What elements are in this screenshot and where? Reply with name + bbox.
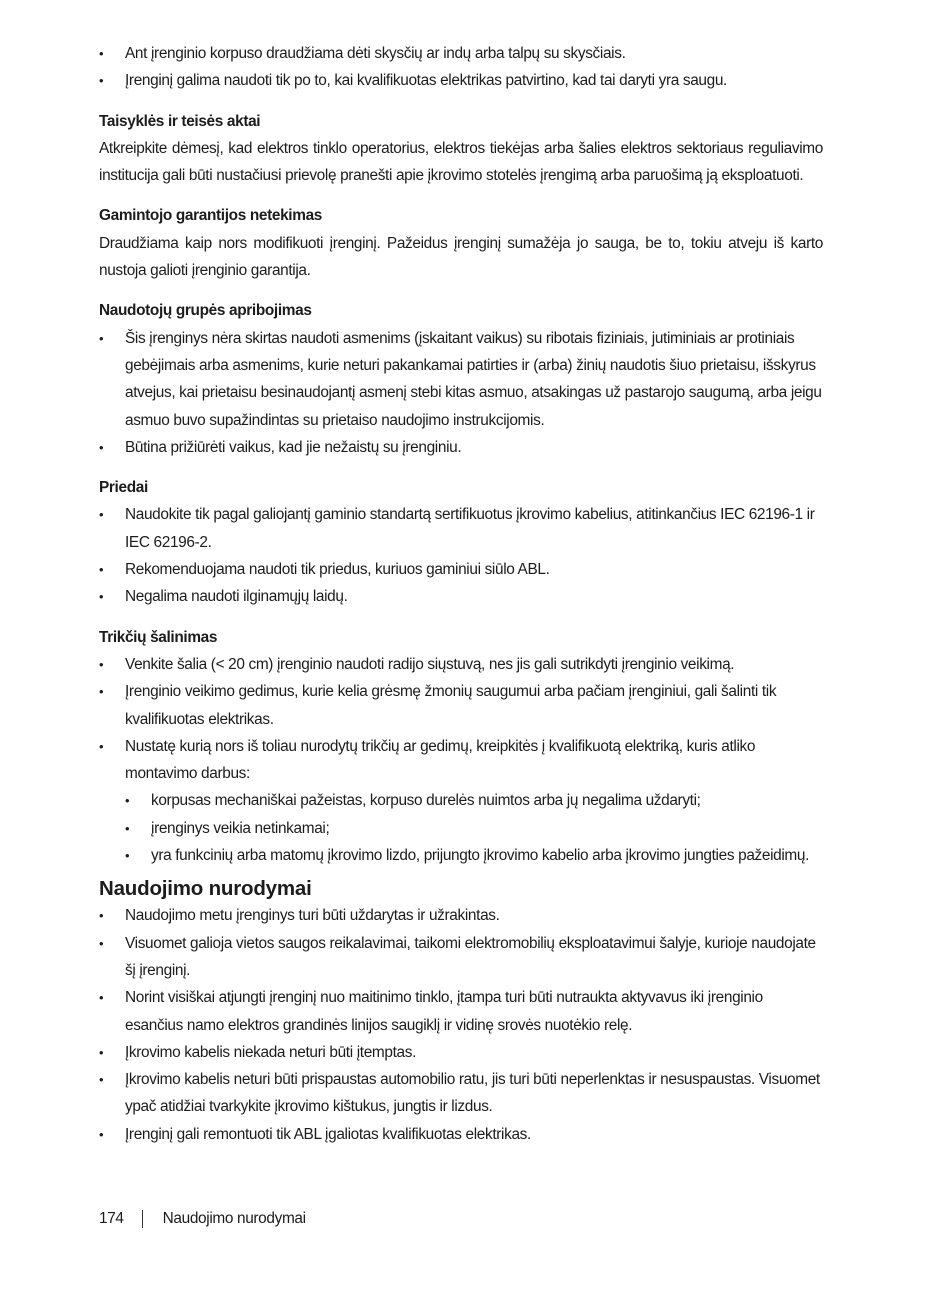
list-item: • Įrenginio veikimo gedimus, kurie kelia grėsmę žmonių saugumui arba pačiam įrenginiui, gali šalinti tik kvalifikuotas elektrikas. (99, 678, 823, 733)
list-item: • Naudojimo metu įrenginys turi būti uždarytas ir užrakintas. (99, 902, 823, 929)
section-heading-warranty: Gamintojo garantijos netekimas (99, 207, 322, 225)
footer-divider (142, 1210, 143, 1228)
section-heading-rules: Taisyklės ir teisės aktai (99, 112, 261, 130)
page-number: 174 (99, 1210, 124, 1227)
list-item (99, 733, 823, 869)
section-heading-troubleshooting: Trikčių šalinimas (99, 628, 218, 646)
document-page (99, 40, 823, 1148)
sublist-item: • korpusas mechaniškai pažeistas, korpuso durelės nuimtos arba jų negalima uždaryti; (125, 787, 823, 814)
accessories-list (99, 501, 823, 610)
section-heading-accessories: Priedai (99, 479, 148, 497)
page-footer (99, 1205, 306, 1232)
list-item: • Įrenginį galima naudoti tik po to, kai kvalifikuotas elektrikas patvirtino, kad tai daryti yra saugu. (99, 67, 823, 94)
list-item: • Venkite šalia (< 20 cm) įrenginio naudoti radijo siųstuvą, nes jis gali sutrikdyti įrenginio veikimą. (99, 651, 823, 678)
footer-section-title: Naudojimo nurodymai (162, 1210, 306, 1227)
list-item: • Norint visiškai atjungti įrenginį nuo maitinimo tinklo, įtampa turi būti nutraukta aktyvavus iki įrenginio esančius namo elektros grandinės linijos saugiklį ir vidinę srovės nuotėkio relę. (99, 984, 823, 1039)
section-heading-user-groups: Naudotojų grupės apribojimas (99, 302, 312, 320)
sublist-item: • įrenginys veikia netinkamai; (125, 815, 823, 842)
warranty-paragraph: Draudžiama kaip nors modifikuoti įrenginį. Pažeidus įrenginį sumažėja jo sauga, be to, tokiu atveju iš karto nustoja galioti įrenginio garantija. (99, 234, 823, 280)
user-groups-list (99, 325, 823, 461)
list-item: • Įkrovimo kabelis neturi būti prispaustas automobilio ratu, jis turi būti neperlenktas ir nesuspaustas. Visuomet ypač atidžiai tvarkykite įkrovimo kištukus, jungtis ir lizdus. (99, 1066, 823, 1121)
list-item: • Visuomet galioja vietos saugos reikalavimai, taikomi elektromobilių eksploatavimui šalyje, kurioje naudojate šį įrenginį. (99, 930, 823, 985)
list-item: • Šis įrenginys nėra skirtas naudoti asmenims (įskaitant vaikus) su ribotais fiziniais, jutiminiais ar protiniais gebėjimais arba asmenims, kurie neturi pakankamai patirties ir (arba) žinių naudotis šiuo prietaisu, išskyrus atvejus, kai prietaisu besinaudojantį asmenį stebi kitas asmuo, atsakingas už pastarojo saugumą, arba jeigu asmuo buvo supažindintas su prietaiso naudojimo instrukcijomis. (99, 325, 823, 434)
usage-list (99, 902, 823, 1148)
top-bullet-list (99, 40, 823, 95)
list-item: • Rekomenduojama naudoti tik priedus, kuriuos gaminiui siūlo ABL. (99, 556, 823, 583)
list-item: • Naudokite tik pagal galiojantį gaminio standartą sertifikuotus įkrovimo kabelius, atitinkančius IEC 62196-1 ir IEC 62196-2. (99, 501, 823, 556)
rules-paragraph: Atkreipkite dėmesį, kad elektros tinklo operatorius, elektros tiekėjas arba šalies elektros sektoriaus reguliavimo institucija gali būti nustačiusi prievolę pranešti apie įkrovimo stotelės įrengimą arba paruošimą ją eksploatuoti. (99, 139, 823, 185)
troubleshooting-list (99, 651, 823, 869)
list-item: • Būtina prižiūrėti vaikus, kad jie nežaistų su įrenginiu. (99, 434, 823, 461)
list-item: • Negalima naudoti ilginamųjų laidų. (99, 583, 823, 610)
troubleshooting-sublist (125, 787, 823, 869)
list-item: • Įkrovimo kabelis niekada neturi būti įtemptas. (99, 1039, 823, 1066)
list-item-text: Nustatę kurią nors iš toliau nurodytų trikčių ar gedimų, kreipkitės į kvalifikuotą elektriką, kuris atliko montavimo darbus: (125, 737, 756, 783)
list-item: • Įrenginį gali remontuoti tik ABL įgaliotas kvalifikuotas elektrikas. (99, 1121, 823, 1148)
sublist-item: • yra funkcinių arba matomų įkrovimo lizdo, prijungto įkrovimo kabelio arba įkrovimo jungties pažeidimų. (125, 842, 823, 869)
section-title-usage: Naudojimo nurodymai (99, 877, 312, 901)
list-item: • Ant įrenginio korpuso draudžiama dėti skysčių ar indų arba talpų su skysčiais. (99, 40, 823, 67)
